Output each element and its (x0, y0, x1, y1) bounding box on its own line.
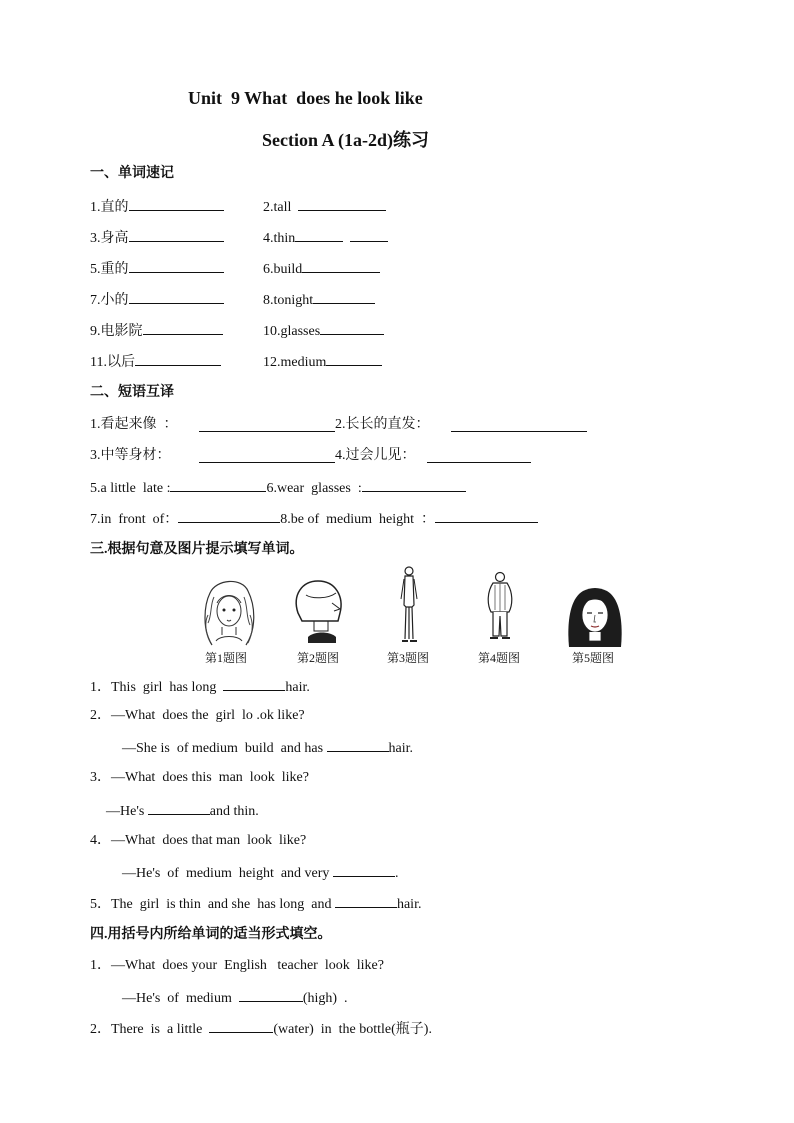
question-line: 2．—What does the girl lo .ok like? (90, 708, 305, 723)
answer-blank[interactable] (362, 479, 466, 492)
answer-blank[interactable] (239, 989, 303, 1002)
answer-blank[interactable] (333, 864, 395, 877)
vocab-item: 10.glasses (263, 322, 384, 340)
answer-blank[interactable] (451, 419, 587, 432)
answer-blank[interactable] (129, 198, 224, 211)
question-line: 2．There is a little (water) in the bottle(瓶子). (90, 1022, 432, 1037)
vocab-item: 2.tall (263, 198, 386, 216)
phrase-item: 4.过会儿见： (335, 448, 416, 463)
answer-blank[interactable] (335, 895, 397, 908)
answer-blank[interactable] (209, 1020, 273, 1033)
question-line: —He's and thin. (106, 804, 259, 819)
page-subtitle: Section A (1a-2d)练习 (262, 130, 430, 150)
page-title: Unit 9 What does he look like (188, 88, 423, 108)
answer-blank[interactable] (178, 510, 280, 523)
woman-long-straight-hair-image (563, 585, 627, 647)
question-line: 1．—What does your English teacher look like? (90, 958, 384, 973)
girl-long-curly-hair-image (200, 575, 258, 647)
answer-blank[interactable] (313, 291, 375, 304)
vocab-item: 3.身高 (90, 229, 224, 247)
tall-thin-man-image (395, 565, 425, 645)
girl-short-hair-image (288, 575, 348, 645)
question-line: 5．The girl is thin and she has long and hair. (90, 897, 422, 912)
answer-blank[interactable] (199, 450, 335, 463)
vocab-item: 11.以后 (90, 353, 221, 371)
answer-blank[interactable] (129, 260, 224, 273)
answer-blank[interactable] (350, 229, 388, 242)
vocab-item: 8.tonight (263, 291, 375, 309)
answer-blank[interactable] (170, 479, 266, 492)
vocab-item: 6.build (263, 260, 380, 278)
phrase-item: 5.a little late : 6.wear glasses : (90, 479, 466, 497)
answer-blank[interactable] (148, 802, 210, 815)
answer-blank[interactable] (199, 419, 335, 432)
vocab-item: 4.thin (263, 229, 388, 247)
answer-blank[interactable] (298, 198, 386, 211)
part4-heading: 四.用括号内所给单词的适当形式填空。 (90, 927, 332, 942)
answer-blank[interactable] (427, 450, 531, 463)
question-line: 3．—What does this man look like? (90, 770, 309, 785)
picture-caption: 第1题图 (205, 651, 248, 665)
question-line: —He's of medium (high) . (122, 991, 348, 1006)
phrase-item: 7.in front of： 8.be of medium height ： (90, 510, 538, 528)
question-line: 1．This girl has long hair. (90, 680, 310, 695)
part1-heading: 一、单词速记 (90, 166, 174, 181)
answer-blank[interactable] (320, 322, 384, 335)
picture-caption: 第5题图 (572, 651, 615, 665)
part2-heading: 二、短语互译 (90, 385, 174, 400)
picture-caption: 第4题图 (478, 651, 521, 665)
answer-blank[interactable] (135, 353, 221, 366)
answer-blank[interactable] (327, 739, 389, 752)
question-line: 4．—What does that man look like? (90, 833, 307, 848)
phrase-item: 3.中等身材： (90, 448, 171, 463)
vocab-item: 1.直的 (90, 198, 224, 216)
answer-blank[interactable] (223, 678, 285, 691)
phrase-item: 2.长长的直发： (335, 417, 430, 432)
answer-blank[interactable] (302, 260, 380, 273)
picture-caption: 第2题图 (297, 651, 340, 665)
vocab-item: 12.medium (263, 353, 382, 371)
answer-blank[interactable] (295, 229, 343, 242)
picture-caption: 第3题图 (387, 651, 430, 665)
question-line: —He's of medium height and very . (122, 866, 399, 881)
vocab-item: 7.小的 (90, 291, 224, 309)
answer-blank[interactable] (435, 510, 538, 523)
heavy-man-image (483, 570, 517, 642)
phrase-item: 1.看起来像 ： (90, 417, 178, 432)
answer-blank[interactable] (143, 322, 223, 335)
vocab-item: 9.电影院 (90, 322, 223, 340)
part3-heading: 三.根据句意及图片提示填写单词。 (90, 542, 304, 557)
answer-blank[interactable] (129, 229, 224, 242)
vocab-item: 5.重的 (90, 260, 224, 278)
question-line: —She is of medium build and has hair. (122, 741, 414, 756)
answer-blank[interactable] (326, 353, 382, 366)
answer-blank[interactable] (129, 291, 224, 304)
